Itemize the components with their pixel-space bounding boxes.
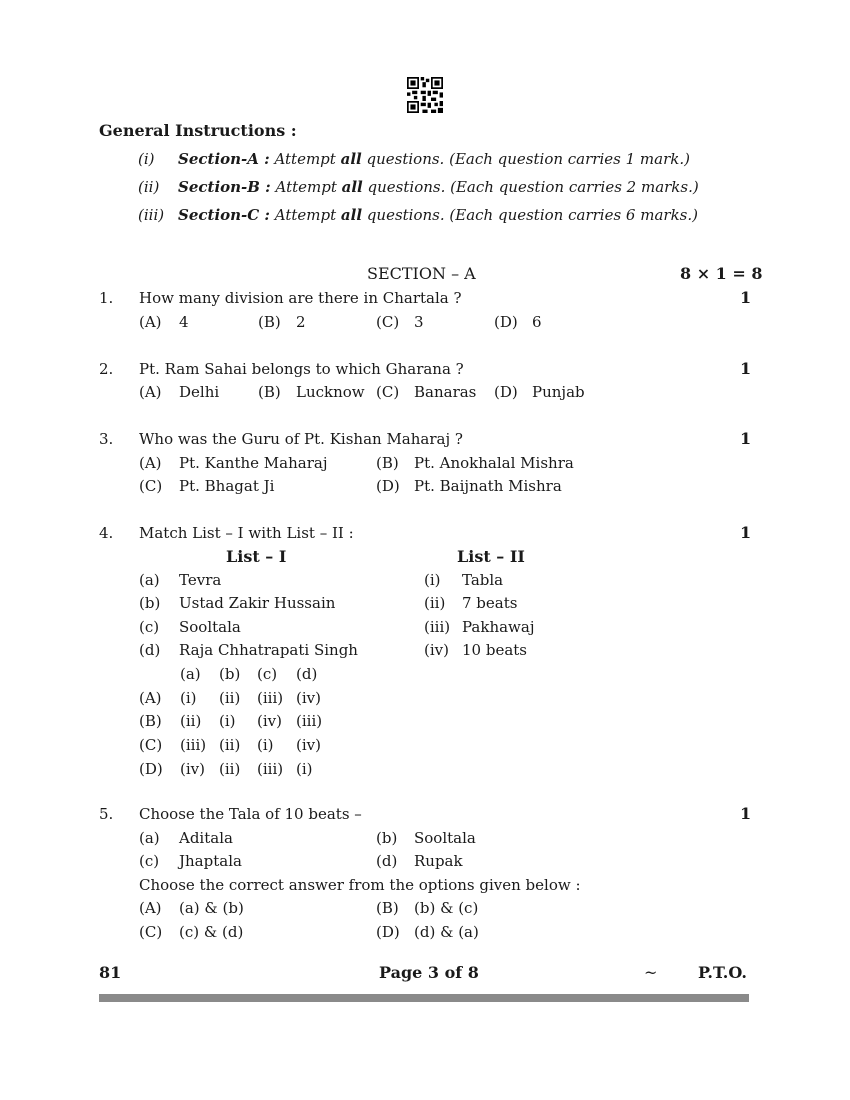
q2-option-d-label: (D) (494, 383, 518, 401)
q2-option-a-label: (A) (139, 383, 162, 401)
q1-option-d-label: (D) (494, 313, 518, 331)
q5-option-d-label: (D) (376, 923, 400, 941)
q4-answer-b-label: (B) (139, 712, 162, 730)
q4-list2-i-label: (i) (424, 571, 441, 589)
q1-marks: 1 (740, 288, 752, 307)
q5-option-c-label: (C) (139, 923, 163, 941)
q5-item-c-label: (c) (139, 852, 160, 870)
q4-answer-c-1: (iii) (180, 736, 207, 754)
q4-answer-d-3: (iii) (257, 760, 284, 778)
q3-option-a-label: (A) (139, 454, 162, 472)
q1-option-c: 3 (414, 313, 424, 331)
q5-item-b: Sooltala (414, 829, 476, 847)
q5-item-c: Jhaptala (179, 852, 242, 870)
q4-answer-header-d: (d) (296, 665, 318, 683)
section-title: SECTION – A (367, 264, 476, 283)
instruction-3: Section-C : Attempt all questions. (Each question carries 6 marks.) (178, 206, 698, 224)
q2-text: Pt. Ram Sahai belongs to which Gharana ? (139, 360, 464, 378)
q2-option-b-label: (B) (258, 383, 281, 401)
q4-answer-a-1: (i) (180, 689, 197, 707)
q2-option-c: Banaras (414, 383, 477, 401)
q5-option-b-label: (B) (376, 899, 399, 917)
q4-answer-c-label: (C) (139, 736, 163, 754)
q4-answer-a-2: (ii) (219, 689, 241, 707)
q2-number: 2. (99, 360, 114, 378)
q2-option-d: Punjab (532, 383, 585, 401)
q4-answer-b-1: (ii) (180, 712, 202, 730)
q4-list1-c: Sooltala (179, 618, 241, 636)
q2-marks: 1 (740, 359, 752, 378)
instruction-2-section: Section-B : (178, 178, 271, 196)
q4-text: Match List – I with List – II : (139, 524, 354, 542)
q2-option-a: Delhi (179, 383, 220, 401)
section-marks: 8 × 1 = 8 (680, 264, 763, 283)
q4-list2-ii: 7 beats (462, 594, 518, 612)
q3-option-d-label: (D) (376, 477, 400, 495)
q4-list1-a: Tevra (179, 571, 222, 589)
q4-list1-b: Ustad Zakir Hussain (179, 594, 336, 612)
q3-option-a: Pt. Kanthe Maharaj (179, 454, 328, 472)
q4-answer-a-4: (iv) (296, 689, 321, 707)
q4-list2-iv-label: (iv) (424, 641, 449, 659)
q4-answer-c-4: (iv) (296, 736, 321, 754)
q4-list2-i: Tabla (462, 571, 504, 589)
q4-list2-iv: 10 beats (462, 641, 528, 659)
q1-option-b: 2 (296, 313, 306, 331)
qr-code-icon (407, 77, 443, 113)
q4-answer-a-label: (A) (139, 689, 162, 707)
instruction-1-section: Section-A : (178, 150, 270, 168)
q3-option-c-label: (C) (139, 477, 163, 495)
q4-list2-ii-label: (ii) (424, 594, 446, 612)
q1-option-d: 6 (532, 313, 542, 331)
q5-item-b-label: (b) (376, 829, 398, 847)
q4-answer-header-b: (b) (219, 665, 241, 683)
instruction-2-num: (ii) (138, 178, 160, 196)
q5-option-a-label: (A) (139, 899, 162, 917)
q5-option-a: (a) & (b) (179, 899, 244, 917)
q5-marks: 1 (740, 804, 752, 823)
footer-page-number: Page 3 of 8 (379, 963, 479, 982)
q4-answer-b-4: (iii) (296, 712, 323, 730)
q2-option-c-label: (C) (376, 383, 400, 401)
footer-tilde: ~ (644, 963, 658, 982)
q5-text: Choose the Tala of 10 beats – (139, 805, 362, 823)
q1-option-a: 4 (179, 313, 189, 331)
instruction-1-num: (i) (138, 150, 155, 168)
q5-prompt: Choose the correct answer from the options given below : (139, 876, 581, 894)
q3-option-b-label: (B) (376, 454, 399, 472)
q4-list1-d-label: (d) (139, 641, 161, 659)
instruction-3-section: Section-C : (178, 206, 270, 224)
q3-number: 3. (99, 430, 114, 448)
q1-option-a-label: (A) (139, 313, 162, 331)
footer-code: 81 (99, 963, 122, 982)
q3-text: Who was the Guru of Pt. Kishan Maharaj ? (139, 430, 463, 448)
q4-list1-a-label: (a) (139, 571, 160, 589)
q2-option-b: Lucknow (296, 383, 365, 401)
q4-marks: 1 (740, 523, 752, 542)
footer-pto: P.T.O. (698, 963, 747, 982)
footer-rule (99, 994, 749, 1002)
q4-answer-b-3: (iv) (257, 712, 282, 730)
q4-answer-d-2: (ii) (219, 760, 241, 778)
q5-option-d: (d) & (a) (414, 923, 479, 941)
q1-option-b-label: (B) (258, 313, 281, 331)
q5-item-d: Rupak (414, 852, 463, 870)
q4-list1-c-label: (c) (139, 618, 160, 636)
q5-option-b: (b) & (c) (414, 899, 479, 917)
q3-option-c: Pt. Bhagat Ji (179, 477, 275, 495)
q5-number: 5. (99, 805, 114, 823)
q4-answer-header-c: (c) (257, 665, 278, 683)
q4-list2-iii: Pakhawaj (462, 618, 535, 636)
q5-item-a: Aditala (179, 829, 233, 847)
instruction-2: Section-B : Attempt all questions. (Each question carries 2 marks.) (178, 178, 699, 196)
q4-answer-a-3: (iii) (257, 689, 284, 707)
q4-list2-title: List – II (457, 547, 525, 566)
instruction-3-num: (iii) (138, 206, 165, 224)
q5-item-a-label: (a) (139, 829, 160, 847)
q4-list1-title: List – I (226, 547, 287, 566)
q3-marks: 1 (740, 429, 752, 448)
q4-list1-d: Raja Chhatrapati Singh (179, 641, 358, 659)
q4-answer-b-2: (i) (219, 712, 236, 730)
q1-text: How many division are there in Chartala ? (139, 289, 462, 307)
q4-list1-b-label: (b) (139, 594, 161, 612)
q4-number: 4. (99, 524, 114, 542)
q3-option-b: Pt. Anokhalal Mishra (414, 454, 574, 472)
q1-number: 1. (99, 289, 114, 307)
q4-answer-c-3: (i) (257, 736, 274, 754)
q4-answer-header-a: (a) (180, 665, 201, 683)
q5-item-d-label: (d) (376, 852, 398, 870)
instruction-1: Section-A : Attempt all questions. (Each question carries 1 mark.) (178, 150, 690, 168)
instructions-title: General Instructions : (99, 121, 297, 140)
q4-answer-d-4: (i) (296, 760, 313, 778)
q4-answer-d-1: (iv) (180, 760, 205, 778)
q4-list2-iii-label: (iii) (424, 618, 451, 636)
q1-option-c-label: (C) (376, 313, 400, 331)
q5-option-c: (c) & (d) (179, 923, 244, 941)
q3-option-d: Pt. Baijnath Mishra (414, 477, 562, 495)
q4-answer-c-2: (ii) (219, 736, 241, 754)
q4-answer-d-label: (D) (139, 760, 163, 778)
